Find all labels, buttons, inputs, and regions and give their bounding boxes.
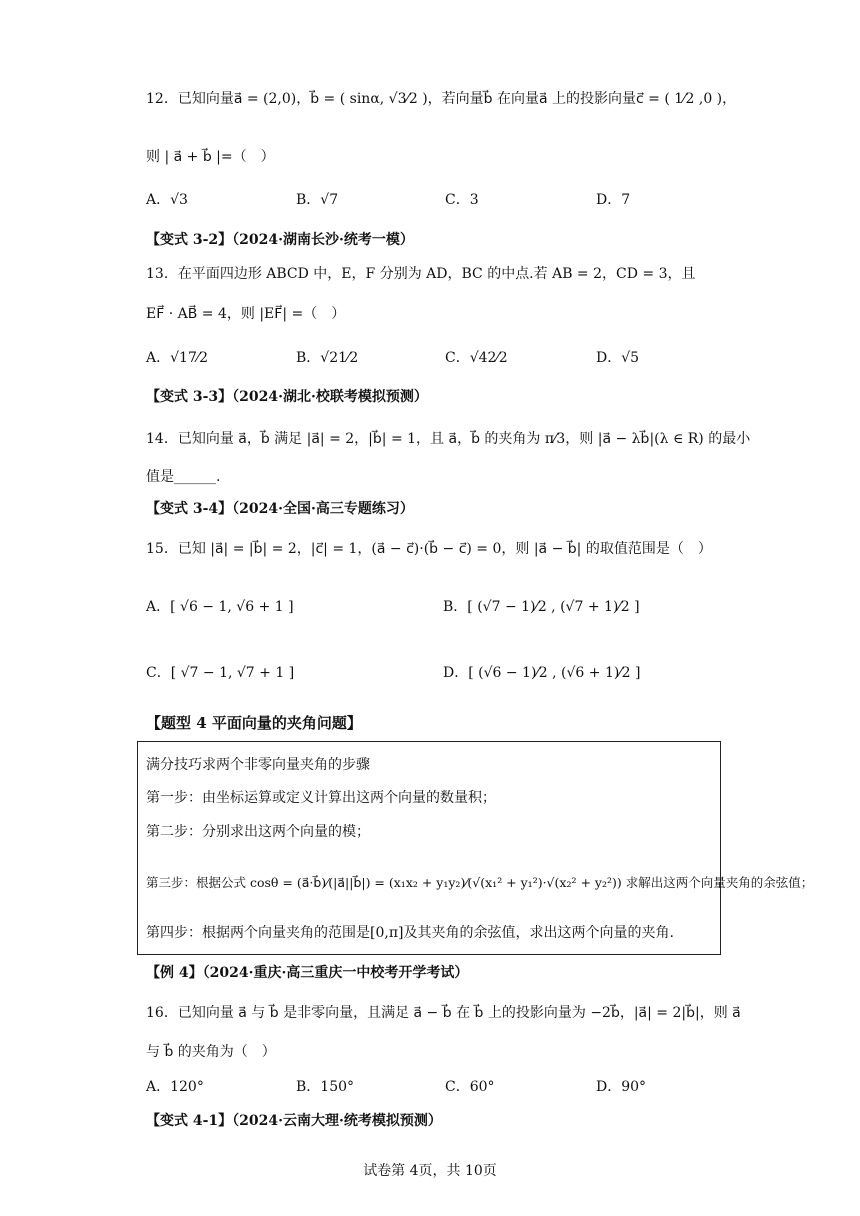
q13-option-d: D．√5: [596, 350, 640, 366]
q12-option-b: B．√7: [296, 192, 339, 208]
q12-line2: 则 | a⃗ + b⃗ |=（ ）: [146, 149, 275, 165]
tips-step-4: 第四步：根据两个向量夹角的范围是[0,π]及其夹角的余弦值，求出这两个向量的夹角.: [146, 925, 674, 941]
q13-option-a: A．√17⁄2: [146, 350, 209, 366]
q16-option-d: D．90°: [596, 1079, 647, 1095]
variant-3-4-heading: 【变式 3-4】（2024·全国·高三专题练习）: [146, 501, 414, 517]
tips-step-1: 第一步：由坐标运算或定义计算出这两个向量的数量积；: [146, 790, 496, 806]
variant-3-3-heading: 【变式 3-3】（2024·湖北·校联考模拟预测）: [146, 389, 428, 405]
q13-line1: 13．在平面四边形 ABCD 中，E，F 分别为 AD，BC 的中点.若 AB = 2，CD = 3，且: [146, 266, 696, 282]
tips-box: [137, 741, 814, 955]
q16-option-b: B．150°: [296, 1079, 355, 1095]
variant-3-2-heading: 【变式 3-2】（2024·湖南长沙·统考一模）: [146, 232, 414, 248]
q12-option-c: C．3: [445, 192, 479, 208]
q15-option-a: A．[ √6 − 1, √6 + 1 ]: [146, 599, 294, 615]
q12-line1: 12．已知向量a⃗ = (2,0)，b⃗ = ( sinα, √3⁄2 )，若向量b⃗ 在向量a⃗ 上的投影向量c⃗ = ( 1⁄2 ,0 )，: [146, 91, 737, 107]
q12-option-a: A．√3: [146, 192, 188, 208]
q16-option-a: A．120°: [146, 1079, 204, 1095]
variant-4-1-heading: 【变式 4-1】（2024·云南大理·统考模拟预测）: [146, 1113, 442, 1129]
q16-line2: 与 b⃗ 的夹角为（ ）: [146, 1044, 276, 1060]
section-4-title: 【题型 4 平面向量的夹角问题】: [146, 714, 362, 732]
q13-option-b: B．√21⁄2: [296, 350, 359, 366]
q15-line1: 15．已知 |a⃗| = |b⃗| = 2，|c⃗| = 1，(a⃗ − c⃗)·(b⃗ − c⃗) = 0，则 |a⃗ − b⃗| 的取值范围是（ ）: [146, 541, 712, 557]
tips-step-3: 第三步：根据公式 cosθ = (a⃗·b⃗)⁄(|a⃗||b⃗|) = (x₁x₂ + y₁y₂)⁄(√(x₁² + y₁²)·√(x₂² + y₂²)) 求解出这两个向量夹角的余弦值；: [146, 875, 814, 890]
tips-step-2: 第二步：分别求出这两个向量的模；: [146, 824, 370, 840]
q15-option-c: C．[ √7 − 1, √7 + 1 ]: [146, 665, 295, 681]
example-4-heading: 【例 4】（2024·重庆·高三重庆一中校考开学考试）: [146, 965, 469, 981]
q16-option-c: C．60°: [445, 1079, 495, 1095]
q12-option-d: D．7: [596, 192, 631, 208]
q16-line1: 16．已知向量 a⃗ 与 b⃗ 是非零向量，且满足 a⃗ − b⃗ 在 b⃗ 上的投影向量为 −2b⃗，|a⃗| = 2|b⃗|，则 a⃗: [146, 1005, 741, 1021]
q15-option-d: D．[ (√6 − 1)⁄2 , (√6 + 1)⁄2 ]: [443, 665, 641, 681]
q13-line2: EF⃗ · AB⃗ = 4，则 |EF⃗| =（ ）: [146, 306, 346, 322]
page-footer: 试卷第 4页，共 10页: [363, 1163, 497, 1179]
q13-option-c: C．√42⁄2: [445, 350, 508, 366]
q14-line1: 14．已知向量 a⃗，b⃗ 满足 |a⃗| = 2，|b⃗| = 1，且 a⃗，b⃗ 的夹角为 π⁄3，则 |a⃗ − λb⃗|(λ ∈ R) 的最小: [146, 431, 751, 447]
q14-line2: 值是______.: [146, 469, 221, 485]
q15-option-b: B．[ (√7 − 1)⁄2 , (√7 + 1)⁄2 ]: [443, 599, 640, 615]
tips-box-title: 满分技巧求两个非零向量夹角的步骤: [146, 757, 370, 773]
